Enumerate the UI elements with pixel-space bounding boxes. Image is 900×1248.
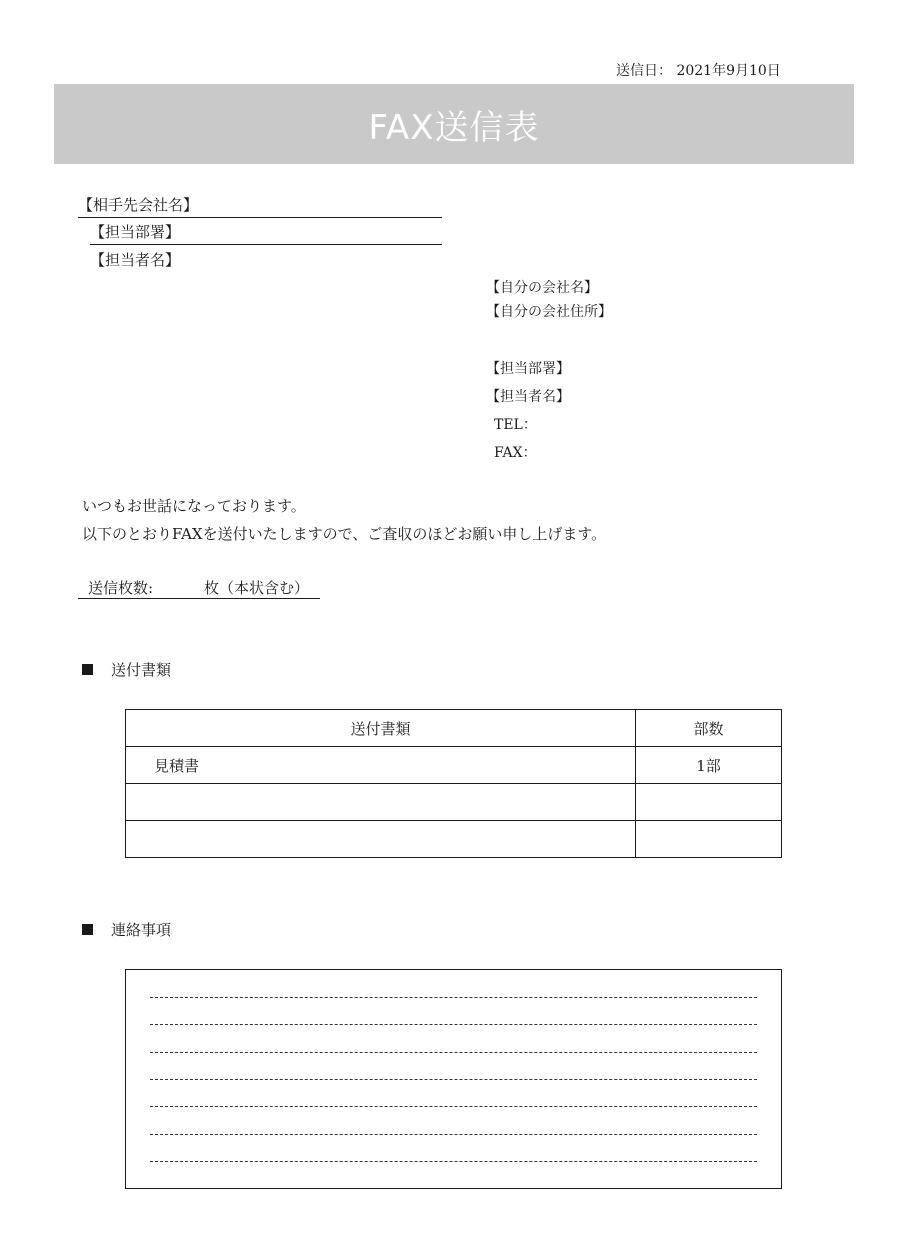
document-copies-cell	[636, 784, 782, 821]
documents-section-title: 送付書類	[111, 661, 172, 679]
document-copies-cell: 1部	[636, 747, 782, 784]
note-line	[150, 997, 757, 998]
note-line	[150, 1052, 757, 1053]
greeting-line-1: いつもお世話になっております。	[82, 497, 306, 515]
table-header-row	[126, 710, 782, 747]
recipient-person: 【担当者名】	[90, 251, 181, 269]
document-name-cell	[126, 821, 636, 858]
table-row	[126, 747, 782, 784]
page-title: FAX送信表	[368, 107, 540, 148]
column-header-copies: 部数	[636, 710, 782, 747]
recipient-department: 【担当部署】	[90, 221, 442, 245]
table-row	[126, 784, 782, 821]
greeting-line-2: 以下のとおりFAXを送付いたしますので、ご査収のほどお願い申し上げます。	[82, 525, 607, 543]
sender-company: 【自分の会社名】	[486, 280, 598, 296]
send-date: 送信日： 2021年9月10日	[616, 63, 781, 79]
sender-person: 【担当者名】	[486, 389, 570, 405]
document-copies-cell	[636, 821, 782, 858]
note-line	[150, 1079, 757, 1080]
sender-department: 【担当部署】	[486, 361, 570, 377]
recipient-company: 【相手先会社名】	[78, 194, 442, 218]
notes-section-heading	[82, 919, 171, 940]
black-square-icon	[82, 664, 93, 675]
sender-tel: TEL：	[494, 417, 537, 433]
page-count-label: 送信枚数:	[88, 579, 154, 597]
notes-box	[125, 969, 782, 1189]
note-line	[150, 1024, 757, 1025]
note-line	[150, 1134, 757, 1135]
note-line	[150, 1161, 757, 1162]
sender-fax: FAX：	[494, 445, 537, 461]
note-line	[150, 1106, 757, 1107]
document-name-cell	[126, 784, 636, 821]
notes-section-title: 連絡事項	[111, 921, 172, 939]
page-count-field	[78, 577, 320, 599]
document-name-cell: 見積書	[126, 747, 636, 784]
table-row	[126, 821, 782, 858]
page-count-suffix: 枚（本状含む）	[204, 579, 310, 597]
title-banner	[54, 84, 854, 164]
documents-section-heading	[82, 659, 171, 680]
column-header-document: 送付書類	[126, 710, 636, 747]
sender-address: 【自分の会社住所】	[486, 304, 612, 320]
documents-table	[125, 709, 782, 858]
black-square-icon	[82, 924, 93, 935]
